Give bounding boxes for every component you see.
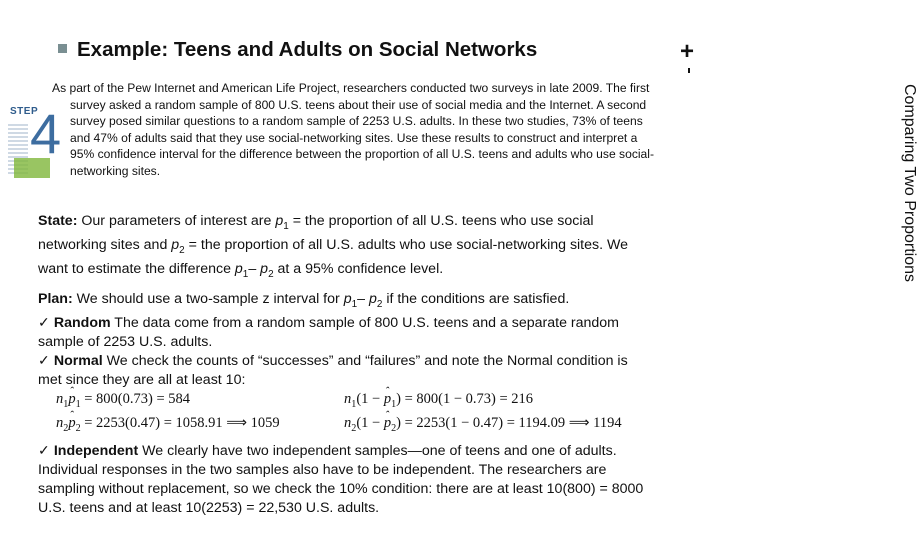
p-hat-symbol: ˆ p bbox=[384, 414, 391, 433]
state-section bbox=[38, 212, 646, 283]
n-symbol: n bbox=[344, 414, 352, 431]
n-symbol: n bbox=[344, 391, 352, 407]
normal-text: We check the counts of “successes” and “failures” and note the Normal condition is met since they are all at least 10: bbox=[38, 352, 628, 388]
minus-sign: – bbox=[248, 260, 261, 277]
p-symbol: p bbox=[343, 291, 352, 307]
logo-step-text: STEP bbox=[10, 106, 39, 117]
p-symbol: p bbox=[275, 213, 284, 229]
independent-section bbox=[38, 442, 646, 518]
check-icon: ✓ bbox=[38, 443, 50, 459]
p-symbol: p bbox=[171, 236, 180, 253]
slide-title-text: Example: Teens and Adults on Social Networks bbox=[77, 38, 538, 61]
failure-counts bbox=[344, 390, 622, 438]
subscript-1: 1 bbox=[242, 268, 249, 280]
teen-failure-count: $n_1(1$ − ˆ $p_1) = 800(1 - 0.73) = 216$ bbox=[344, 390, 622, 414]
state-label: State: bbox=[38, 213, 78, 229]
state-text-3: = the proportion of all U.S. adults who use social-networking sites. We want to estimate the difference bbox=[38, 236, 629, 277]
p-symbol: p bbox=[260, 260, 269, 277]
p-hat-symbol: ˆ p bbox=[384, 390, 391, 409]
slide-title bbox=[58, 38, 537, 62]
random-label: Random bbox=[53, 314, 111, 331]
plan-label: Plan: bbox=[38, 291, 73, 307]
teen-success-value: = 800(0.73) = 584 bbox=[84, 391, 191, 407]
state-text-1: Our parameters of interest are bbox=[77, 213, 276, 229]
subscript-2: 2 bbox=[179, 244, 185, 256]
adult-failure-value: ) = 2253(1 − 0.47) = 1194.09 ⟹ 1194 bbox=[396, 414, 622, 431]
subscript-2: 2 bbox=[268, 268, 274, 280]
title-bullet bbox=[58, 44, 67, 53]
subscript-1: 1 bbox=[351, 298, 358, 310]
state-text-2: = the proportion of all U.S. teens who use social networking sites and bbox=[38, 213, 594, 253]
problem-statement bbox=[52, 80, 662, 179]
independent-text: We clearly have two independent samples—one of teens and one of adults. Individual responses in the two samples also have to be independent. The researchers are sampling without replacement, so we check the 10% condition: there are at least 10(800) = 8000 U.S. teens and at least 10(2253) = 22,530 U.S. adults. bbox=[38, 443, 644, 516]
adult-failure-count: $n_2(1$ − ˆ $p_2) = 2253(1 - 0.47) = 1194.09$ ⟹ 1194 bbox=[344, 414, 622, 438]
side-rule bbox=[688, 68, 690, 73]
random-text: The data come from a random sample of 800 U.S. teens and a separate random sample of 2253 U.S. adults. bbox=[38, 314, 620, 350]
p-hat-symbol: ˆ p bbox=[68, 390, 75, 409]
logo-step-number: 4 bbox=[30, 102, 62, 165]
adult-success-count: $n_2ˆ$ $p_2 = 2253(0.47) = 1058.91$ ⟹ 1059 bbox=[56, 414, 280, 438]
n-symbol: n bbox=[56, 391, 64, 407]
success-counts bbox=[56, 390, 280, 438]
plan-section bbox=[38, 290, 646, 390]
n-symbol: n bbox=[56, 414, 64, 431]
subscript-2: 2 bbox=[376, 298, 383, 310]
p-hat-symbol: ˆ p bbox=[68, 414, 75, 433]
chapter-side-label: Comparing Two Proportions bbox=[901, 84, 918, 283]
independent-label: Independent bbox=[53, 443, 139, 459]
plan-text-1: We should use a two-sample z interval for bbox=[72, 291, 344, 307]
adult-success-value: = 2253(0.47) = 1058.91 ⟹ 1059 bbox=[84, 414, 280, 431]
plan-text-2: if the conditions are satisfied. bbox=[382, 291, 570, 307]
check-icon: ✓ bbox=[38, 352, 50, 369]
teen-failure-value: ) = 800(1 − 0.73) = 216 bbox=[396, 391, 534, 407]
plus-mark: + bbox=[680, 38, 695, 65]
normal-label: Normal bbox=[53, 352, 103, 369]
p-symbol: p bbox=[368, 291, 377, 307]
problem-text: As part of the Pew Internet and American Life Project, researchers conducted two surveys in late 2009. The first survey asked a random sample of 800 U.S. teens about their use of social media and the Internet. A second survey posed similar questions to a random sample of 2253 U.S. adults. In these two studies, 73% of teens and 47% of adults said that they use social-networking sites. Use these results to construct and interpret a 95% confidence interval for the difference between the proportion of all U.S. teens and adults who use social-networking sites. bbox=[52, 81, 654, 178]
check-icon: ✓ bbox=[38, 314, 50, 331]
state-text-4: at a 95% confidence level. bbox=[273, 260, 444, 277]
one-minus: (1 − bbox=[356, 414, 384, 431]
teen-success-count: $n_1ˆ$ $p_1 = 800(0.73) = 584$ bbox=[56, 390, 280, 414]
subscript-1: 1 bbox=[283, 220, 289, 232]
minus-sign: – bbox=[357, 291, 369, 307]
p-symbol: p bbox=[234, 260, 243, 277]
one-minus: (1 − bbox=[356, 391, 384, 407]
